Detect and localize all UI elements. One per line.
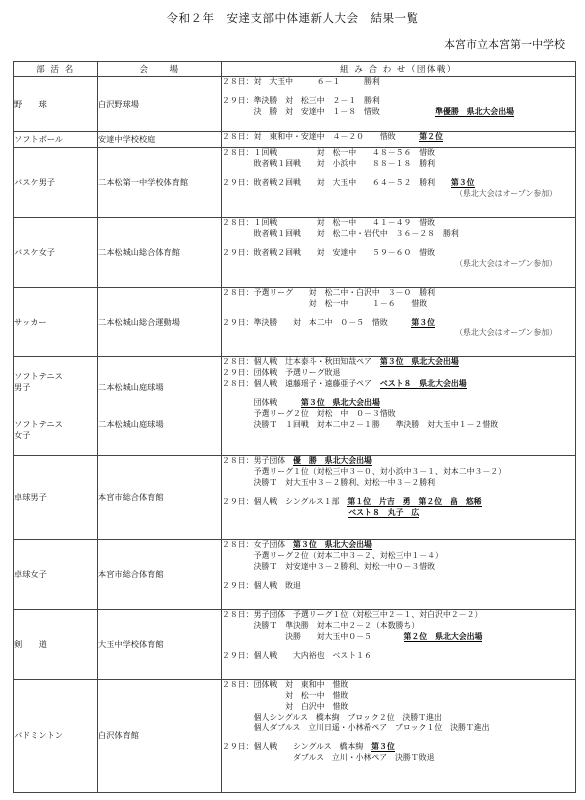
match-line	[222, 540, 575, 551]
match-text	[222, 508, 348, 517]
match-line	[222, 318, 575, 329]
match-line	[222, 178, 575, 189]
header-row	[14, 62, 576, 77]
match-text: ダブルス 立川・小林ペア 決勝Ｔ敗退	[222, 753, 435, 763]
match-detail-cell	[222, 132, 576, 148]
result-highlight: 第１位 片吉 勇 第２位 畠 悠稀	[347, 496, 482, 506]
match-text: 個人ダブルス 立川日遥・小林希ペア ブロック１位 決勝Ｔ進出	[222, 723, 490, 733]
match-text: ２８日：１回戦 対 松一中 ４８－５６ 惜敗	[222, 148, 436, 158]
match-line	[222, 621, 575, 632]
table-row	[14, 456, 576, 540]
sport-name: 野 球	[14, 98, 47, 109]
sport-cell	[14, 218, 98, 288]
match-text: 団体戦	[222, 398, 301, 408]
venue-cell	[98, 540, 222, 610]
col-header-venue: 会 場	[98, 62, 222, 77]
match-line	[222, 702, 575, 713]
sport-cell	[14, 610, 98, 680]
match-line	[222, 691, 575, 702]
match-line	[222, 288, 575, 299]
match-line	[222, 562, 575, 573]
result-highlight: 第３位	[371, 742, 395, 752]
line-spacer	[222, 170, 575, 178]
match-text: ２８日：男子団体	[222, 456, 294, 466]
page-title: 令和２年 安達支部中体連新人大会 結果一覧	[166, 11, 419, 25]
match-text: ２８日：個人戦 辻本泰斗・秋田知哉ペア	[222, 357, 380, 367]
match-text: ２９日：個人戦 敗退	[222, 581, 301, 591]
sport-name: 女子	[14, 430, 31, 441]
sport-cell	[14, 77, 98, 132]
match-line	[222, 713, 575, 724]
match-text: ２８日：対 大玉中 ６－１ 勝利	[222, 77, 380, 86]
venue-cell	[98, 148, 222, 218]
match-text: ２９日：準決勝 対 本二中 ０－５ 惜敗	[222, 317, 412, 327]
match-text: ２９日：敗者戦２回戦 対 大玉中 ６４－５２ 勝利	[222, 178, 451, 188]
match-line	[222, 610, 575, 621]
venue-cell	[98, 610, 222, 680]
venue-name: 白沢体育館	[98, 730, 139, 741]
match-line	[222, 368, 575, 379]
match-detail-cell	[222, 540, 576, 610]
match-text: ２８日：団体戦 対 東和中 惜敗	[222, 679, 349, 689]
match-line	[222, 456, 575, 467]
venue-name: 安達中学校校庭	[98, 134, 156, 145]
line-spacer	[222, 310, 575, 318]
match-text: ２８日：男子団体 予選リーグ１位（対松三中２－１、対白沢中２－２）	[222, 610, 483, 620]
match-text: 個人シングルス 橋本絢 ブロック２位 決勝Ｔ進出	[222, 712, 442, 722]
match-detail-cell	[222, 456, 576, 540]
match-line	[222, 551, 575, 562]
note-text: （県北大会はオープン参加）	[455, 258, 557, 268]
match-line	[222, 218, 575, 229]
match-text: 決勝Ｔ 対大玉中３－２勝利、対松一中３－２勝利	[222, 477, 436, 487]
match-text: ２９日：敗者戦２回戦 対 安達中 ５９－６０ 惜敗	[222, 247, 436, 257]
venue-name: 二本松城山庭球場	[98, 382, 164, 393]
sport-cell	[14, 132, 98, 148]
venue-name: 二本松城山総合体育館	[98, 246, 180, 257]
table-row	[14, 679, 576, 792]
venue-name: 白沢野球場	[98, 98, 139, 109]
match-detail-cell	[222, 77, 576, 132]
sport-cell	[14, 357, 98, 456]
match-text: ２８日：１回戦 対 松一中 ４１－４９ 惜敗	[222, 218, 436, 227]
match-line	[222, 680, 575, 691]
result-highlight: 第３位	[450, 178, 475, 188]
match-text: ２９日：個人戦 シングルス 橋本絢	[222, 742, 372, 752]
match-line	[222, 467, 575, 478]
sport-name: ソフトテニス	[14, 419, 63, 430]
match-line	[222, 107, 575, 118]
result-highlight: 第３位	[411, 317, 436, 327]
match-text: 予選リーグ２位 対松 中 ０－３惜敗	[222, 409, 396, 419]
venue-cell	[98, 218, 222, 288]
match-text: ２８日：個人戦 遠藤瑶子・遠藤亜子ペア	[222, 379, 380, 389]
venue-cell	[98, 679, 222, 792]
match-detail-cell	[222, 218, 576, 288]
table-row	[14, 77, 576, 132]
results-table	[13, 61, 576, 793]
line-spacer	[222, 489, 575, 497]
sport-name: 男子	[14, 382, 31, 393]
venue-cell	[98, 456, 222, 540]
table-row	[14, 357, 576, 456]
col-header-sport: 部 活 名	[14, 62, 98, 77]
venue-cell	[98, 132, 222, 148]
match-line	[222, 497, 575, 508]
match-text: 決勝Ｔ １回戦 対本二中２－１勝 準決勝 対大玉中１－２惜敗	[222, 420, 499, 429]
match-text: 決 勝 対 安達中 １－８ 惜敗	[222, 106, 436, 116]
table-row	[14, 218, 576, 288]
match-text: 予選リーグ２位（対本二中３－２、対松三中１－４）	[222, 551, 443, 561]
result-highlight: ベスト８ 丸子 広	[348, 507, 420, 517]
match-line	[222, 357, 575, 368]
match-line	[222, 248, 575, 259]
sport-name: バスケ女子	[14, 246, 55, 257]
match-text: ２９日：準決勝 対 松三中 ２－１ 勝利	[222, 95, 380, 105]
line-spacer	[222, 573, 575, 581]
match-text: 対 松一中 １－６ 惜敗	[222, 298, 428, 308]
match-text: ２９日：団体戦 予選リーグ敗退	[222, 368, 341, 378]
match-text: 予選リーグ１位（対松三中３－０、対小浜中３－１、対本二中３－２）	[222, 467, 507, 477]
match-line	[222, 508, 575, 519]
sport-name: バドミントン	[14, 730, 63, 741]
venue-name: 二本松城山庭球場	[98, 419, 164, 430]
table-row	[14, 132, 576, 148]
line-spacer	[222, 390, 575, 398]
match-detail-cell	[222, 287, 576, 357]
match-text: 対 松一中 惜敗	[222, 690, 349, 700]
result-highlight: 第２位 県北大会出場	[403, 631, 483, 641]
match-text: ２９日：個人戦 大内裕也 ベスト１６	[222, 650, 372, 660]
match-line	[222, 229, 575, 240]
match-line	[222, 148, 575, 159]
result-highlight: 準優勝 県北大会出場	[435, 106, 514, 116]
match-line	[222, 409, 575, 420]
sport-name: 卓球女子	[14, 569, 47, 580]
result-highlight: 第２位	[419, 132, 443, 142]
match-text: 敗者戦１回戦 対 松二中・岩代中 ３６－２８ 勝利	[222, 228, 459, 238]
match-text: ２８日：対 東和中・安達中 ４－２０ 惜敗	[222, 132, 420, 142]
sport-cell	[14, 540, 98, 610]
result-highlight: 第３位 県北大会出場	[293, 540, 372, 550]
school-name: 本宮市立本宮第一中学校	[444, 38, 565, 51]
sport-name: 剣 道	[14, 638, 47, 649]
table-row	[14, 540, 576, 610]
match-text: 敗者戦１回戦 対 小浜中 ８８－１８ 勝利	[222, 159, 436, 169]
match-line	[222, 420, 575, 431]
match-text: 対 白沢中 惜敗	[222, 701, 349, 711]
match-text: 決勝 対大玉中０－５	[222, 631, 404, 641]
sport-cell	[14, 287, 98, 357]
match-detail-cell	[222, 610, 576, 680]
line-spacer	[222, 643, 575, 651]
match-text: ２９日：個人戦 シングルス１部	[222, 496, 348, 506]
match-line	[222, 132, 575, 143]
sport-cell	[14, 148, 98, 218]
table-row	[14, 610, 576, 680]
match-detail-cell	[222, 148, 576, 218]
match-line	[222, 651, 575, 662]
sport-cell	[14, 456, 98, 540]
result-highlight: 第３位 県北大会出場	[379, 357, 459, 367]
note-text: （県北大会はオープン参加）	[455, 188, 557, 198]
match-line	[222, 379, 575, 390]
match-line	[222, 398, 575, 409]
result-highlight: 第３位 県北大会出場	[300, 398, 380, 408]
result-highlight: ベスト８ 県北大会出場	[379, 379, 467, 389]
match-text: ２８日：女子団体	[222, 540, 294, 550]
match-line	[222, 159, 575, 170]
table-row	[14, 287, 576, 357]
match-detail-cell	[222, 679, 576, 792]
match-line	[222, 723, 575, 734]
sport-name: バスケ男子	[14, 177, 55, 188]
match-line	[222, 632, 575, 643]
venue-name: 本宮市総合体育館	[98, 569, 164, 580]
match-line	[222, 753, 575, 764]
match-detail-cell	[222, 357, 576, 456]
venue-name: 二本松城山総合運動場	[98, 316, 180, 327]
col-header-matches: 組 み 合 わ せ（団体戦）	[222, 62, 576, 77]
venue-cell	[98, 357, 222, 456]
sport-name: 卓球男子	[14, 492, 47, 503]
sport-name: サッカー	[14, 316, 47, 327]
line-spacer	[222, 88, 575, 96]
result-highlight: 優 勝 県北大会出場	[293, 456, 372, 466]
venue-cell	[98, 287, 222, 357]
match-line	[222, 77, 575, 88]
note-text: （県北大会はオープン参加）	[455, 328, 557, 338]
match-line	[222, 742, 575, 753]
table-row	[14, 148, 576, 218]
venue-name: 二本松第一中学校体育館	[98, 177, 189, 188]
venue-cell	[98, 77, 222, 132]
match-text: 決勝Ｔ 対安達中３－２勝利、対松一中０－３惜敗	[222, 562, 436, 572]
sport-cell	[14, 679, 98, 792]
venue-name: 大玉中学校体育館	[98, 638, 164, 649]
match-line	[222, 478, 575, 489]
results-body	[14, 77, 576, 793]
line-spacer	[222, 240, 575, 248]
sport-name: ソフトテニス	[14, 371, 63, 382]
venue-name: 本宮市総合体育館	[98, 492, 164, 503]
match-line	[222, 96, 575, 107]
match-line	[222, 581, 575, 592]
match-line	[222, 299, 575, 310]
match-text: ２８日：予選リーグ 対 松二中・白沢中 ３－０ 勝利	[222, 287, 436, 297]
match-text: 決勝Ｔ 準決勝 対本二中２－２（本数勝ち）	[222, 620, 420, 630]
sport-name: ソフトボール	[14, 134, 63, 145]
